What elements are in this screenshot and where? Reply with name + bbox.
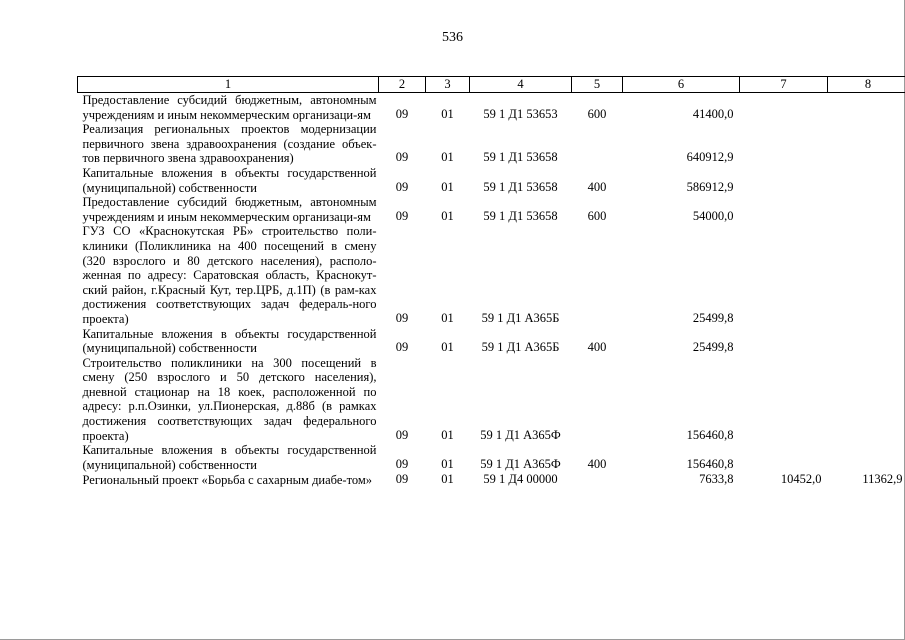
header-col-8: 8 [828,77,905,93]
row-expense-type: 400 [587,179,607,194]
row-subsection: 01 [441,179,454,194]
row-target-code: 59 1 Д1 53658 [483,208,558,223]
row-target-code: 59 1 Д1 А365Б [481,340,560,355]
row-subsection: 01 [441,310,454,325]
table-header-row [78,77,905,93]
row-amount-col6: 54000,0 [692,208,734,223]
header-col-6: 6 [623,77,740,93]
table-row [78,356,905,444]
row-expense-type: 600 [587,106,607,121]
row-section: 09 [395,456,409,471]
row-subsection: 01 [441,472,454,487]
header-col-4: 4 [470,77,572,93]
table-row [78,93,905,123]
row-expense-type [572,472,623,488]
row-amount-col8 [828,224,905,326]
row-section: 09 [395,310,409,325]
row-amount-col6: 25499,8 [692,310,734,325]
row-target-code: 59 1 Д1 А365Ф [480,456,561,471]
row-amount-col6: 25499,8 [692,340,734,355]
row-amount-col7: 10452,0 [780,472,822,487]
header-col-5: 5 [572,77,623,93]
header-col-1: 1 [78,77,379,93]
row-target-code: 59 1 Д4 00000 [483,472,558,487]
table-row [78,195,905,224]
row-amount-col8 [828,93,905,123]
row-amount-col7 [740,195,828,224]
row-amount-col6: 156460,8 [686,456,734,471]
row-target-code: 59 1 Д1 А365Б [481,310,560,325]
table-row [78,122,905,166]
row-amount-col6: 7633,8 [699,472,734,487]
row-section: 09 [395,340,409,355]
table-row [78,166,905,195]
row-expense-type: 600 [587,208,607,223]
row-target-code: 59 1 Д1 53658 [483,150,558,165]
row-amount-col8: 11362,9 [862,472,903,487]
table-row [78,443,905,472]
row-amount-col7 [740,443,828,472]
row-section: 09 [395,106,409,121]
row-subsection: 01 [441,427,454,442]
row-name: Реализация региональных проектов модернизации первичного звена здравоохранения (создание объек-тов первичного звена здравоохранения) [82,122,377,166]
row-name: Капитальные вложения в объекты государственной (муниципальной) собственности [82,443,377,472]
table-row [78,224,905,326]
row-expense-type: 400 [587,340,607,355]
row-name: ГУЗ СО «Краснокутская РБ» строительство поли-клиники (Поликлиника на 400 посещений в смену (320 взрослого и 80 детского населения), располо-женная по адресу: Саратовская область, Краснокут-ский район, г.Красный Кут, тер.ЦРБ, д.1П) (в рам-ках достижения соответствующих задач федераль-ного проекта) [82,224,377,326]
row-amount-col6: 640912,9 [686,150,734,165]
row-amount-col8 [828,443,905,472]
row-subsection: 01 [441,106,454,121]
header-col-2: 2 [379,77,426,93]
budget-table [77,76,905,488]
row-target-code: 59 1 Д1 53653 [483,106,558,121]
row-subsection: 01 [441,456,454,471]
row-name: Капитальные вложения в объекты государственной (муниципальной) собственности [82,326,377,356]
header-col-3: 3 [426,77,470,93]
row-subsection: 01 [441,340,454,355]
row-target-code: 59 1 Д1 53658 [483,179,558,194]
row-name: Предоставление субсидий бюджетным, автономным учреждениям и иным некоммерческим организаци-ям [82,195,377,224]
row-amount-col8 [828,327,905,356]
table-row [78,472,905,488]
row-amount-col7 [740,122,828,166]
row-section: 09 [395,150,409,165]
table-row [78,327,905,356]
row-amount-col7 [740,224,828,326]
row-amount-col7 [740,166,828,195]
row-target-code: 59 1 Д1 А365Ф [480,427,561,442]
row-amount-col8 [828,166,905,195]
row-amount-col7 [740,93,828,123]
row-name: Предоставление субсидий бюджетным, автономным учреждениям и иным некоммерческим организаци-ям [82,93,377,122]
page-number: 536 [442,30,463,45]
row-expense-type [572,122,623,166]
row-subsection: 01 [441,150,454,165]
row-amount-col8 [828,122,905,166]
row-section: 09 [395,208,409,223]
row-section: 09 [395,472,409,487]
row-amount-col7 [740,356,828,444]
row-section: 09 [395,427,409,442]
row-amount-col6: 156460,8 [686,427,734,442]
row-amount-col6: 41400,0 [692,106,734,121]
row-section: 09 [395,179,409,194]
row-name: Строительство поликлиники на 300 посещений в смену (250 взрослого и 50 детского населения), дневной стационар на 18 коек, расположенной по адресу: р.п.Озинки, ул.Пионерская, д.88б (в рамках достижения соответствующих задач федерального проекта) [82,355,377,443]
header-col-7: 7 [740,77,828,93]
row-amount-col7 [740,327,828,356]
row-expense-type: 400 [587,456,607,471]
row-name: Региональный проект «Борьба с сахарным диабе-том» [82,473,373,488]
row-amount-col8 [828,195,905,224]
row-subsection: 01 [441,208,454,223]
row-name: Капитальные вложения в объекты государственной (муниципальной) собственности [82,165,377,195]
row-amount-col6: 586912,9 [686,179,734,194]
row-expense-type [572,356,623,444]
row-expense-type [572,224,623,326]
row-amount-col8 [828,356,905,444]
